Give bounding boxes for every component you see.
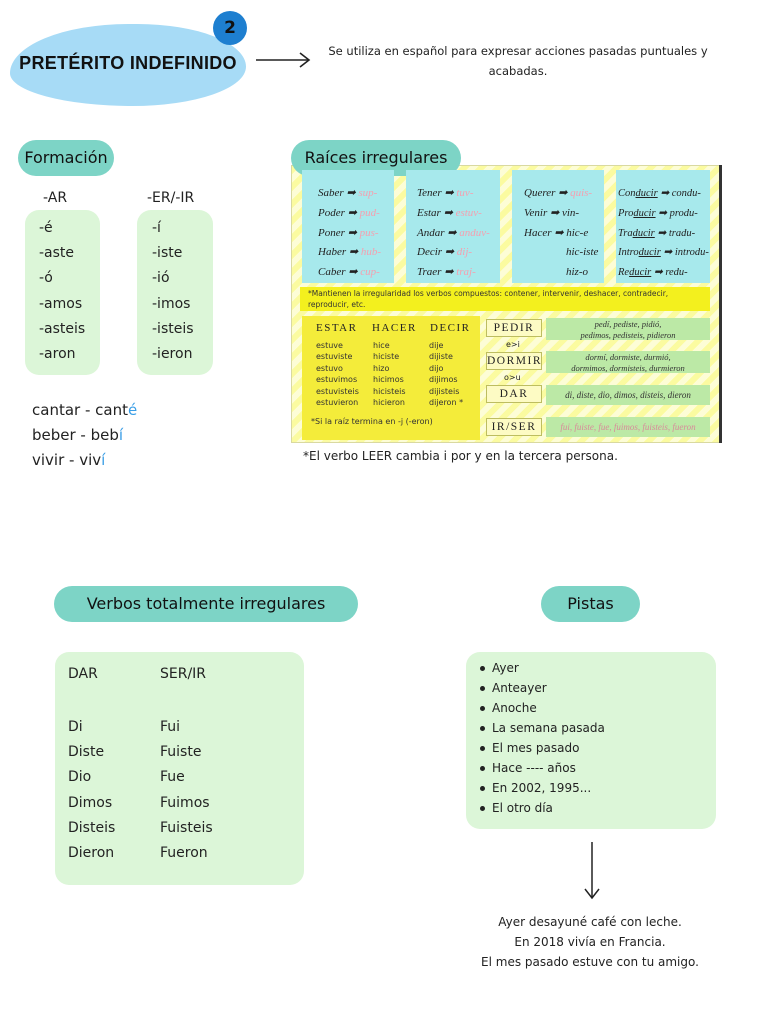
form-item: Fuisteis [160,819,213,836]
example-ending: í [118,426,124,444]
form-item: Fui [160,719,181,735]
stem-row [618,204,709,224]
stem-row [618,184,709,204]
stem: hub- [360,246,381,259]
form-item: Dio [68,769,92,786]
list-item: Hace ---- años [478,758,605,778]
arrow-icon: ➡ [444,187,454,199]
ir-ser-tag: IR/SER [486,418,542,436]
stem-row [417,224,490,244]
conj-item: dijisteis [429,386,460,396]
form-item: Fueron [160,844,208,861]
list-item: En 2002, 1995... [478,778,605,798]
verb-suffix: ducir [633,207,656,219]
stem: hic-iste [566,246,599,259]
vowel-change: e>i [506,340,520,349]
dar-tag: DAR [486,385,542,403]
arrow-icon: ➡ [447,226,457,239]
stem-group-1 [318,184,381,283]
formacion-heading: Formación [18,140,114,176]
pistas-heading: Pistas [541,586,640,622]
conj-item: dijimos [429,375,458,385]
ending-item: -í [152,220,161,236]
stem-row [417,263,490,283]
intro-text: Se utiliza en español para expresar acciones pasadas puntuales y acabadas. [328,44,708,78]
stem-row [318,204,381,224]
example-item [32,398,137,423]
ar-endings-list [39,216,85,367]
verb-prefix: Re [618,267,630,279]
form-item: Fuimos [160,794,210,811]
verb-suffix: ducir [638,247,661,259]
conj-item: estuve [316,341,343,350]
dormir-tag: DORMIR [486,352,542,370]
list-item: Ayer [478,658,605,678]
hacer-conjugation [373,340,406,408]
page-title: PRETÉRITO INDEFINIDO [19,53,237,73]
form-item: Diste [68,744,105,761]
stem-group-4 [618,184,709,283]
ending-item: -aste [39,245,75,262]
verb: Decir [417,246,443,259]
ending-item: -imos [152,295,191,312]
stem-row [524,184,598,204]
stem: estuv- [455,206,482,219]
stem: traj- [456,266,476,279]
form-item: Disteis [68,819,116,836]
ending-item: -aron [39,345,76,362]
raices-heading: Raíces irregulares [291,140,461,176]
verb: Venir [524,206,548,219]
stem: cup- [360,266,380,279]
ending-item: -é [39,220,53,236]
stem-row [618,263,709,283]
conj-item: estuvieron [316,397,359,407]
arrow-icon: ➡ [653,267,663,279]
verb-prefix: Con [618,188,636,199]
example-stem: beber - beb [32,426,119,444]
stem-row [318,263,381,283]
conj-item: dijo [429,363,444,373]
stem-row [524,263,598,283]
conj-item: hicimos [373,375,404,385]
forms-line: dormí, dormiste, durmió, [585,352,671,362]
arrow-icon: ➡ [348,246,359,259]
ending-item: -ió [152,270,170,287]
dormir-forms [546,351,710,373]
verb-suffix: ducir [635,188,658,199]
verb: Caber [318,266,346,279]
er-ir-endings-list [152,216,194,367]
conj-item: dije [429,341,444,350]
ending-item: -ieron [152,345,193,362]
arrow-icon: ➡ [444,246,455,259]
stem-row [417,184,490,204]
verb-suffix: ducir [629,267,652,279]
forms-line: pedimos, pedisteis, pidieron [580,329,676,340]
list-item: Anteayer [478,678,605,698]
list-item: La semana pasada [478,718,605,738]
vowel-change: o>u [504,373,521,382]
er-ir-column-head: -ER/-IR [147,190,195,206]
stem-group-2 [417,184,490,283]
list-item: Anoche [478,698,605,718]
example-sentence: El mes pasado estuve con tu amigo. [481,955,699,969]
stem: condu- [671,188,701,199]
arrow-icon: ➡ [348,266,358,279]
verb: Andar [417,226,445,239]
stem: hiz-o [566,266,588,279]
conj-item: estuviste [316,352,353,362]
arrow-icon: ➡ [657,227,667,239]
stem-row [618,224,709,244]
arrow-icon: ➡ [558,187,568,199]
form-item: Di [68,719,83,735]
stem: pus- [359,226,379,239]
stem: vin- [561,206,580,219]
stem-row [318,243,381,263]
forms-line: dormimos, dormisteis, durmieron [571,362,685,373]
ending-item: -iste [152,245,183,262]
estar-head: ESTAR [316,322,358,334]
ser-ir-forms-list [160,715,213,866]
stem-row [417,204,490,224]
conj-item: estuvimos [316,375,358,385]
arrow-icon: ➡ [658,207,667,219]
stem-row [524,204,598,224]
stem-row [318,224,381,244]
compound-verbs-note: *Mantienen la irregularidad los verbos compuestos: contener, intervenir, deshacer, contradecir, reproducir, etc. [300,287,710,311]
verb-prefix: Intro [618,247,639,259]
list-item: El otro día [478,798,605,818]
example-sentence: En 2018 vivía en Francia. [514,935,666,949]
conj-item: hiciste [373,352,400,362]
ser-ir-column-head: SER/IR [160,666,207,682]
estar-conjugation [316,340,359,408]
stem: tradu- [668,227,696,239]
example-ending: é [127,401,138,419]
dar-forms-list [68,715,115,866]
conj-item: hicieron [373,397,405,407]
conj-item: dijiste [429,352,453,362]
arrow-icon: ➡ [347,226,357,239]
stem: hic-e [566,226,589,239]
verbos-irregulares-heading: Verbos totalmente irregulares [54,586,358,622]
verb-prefix: Pro [618,207,634,219]
example-item [32,448,137,473]
arrow-icon: ➡ [444,266,454,279]
decir-conjugation [429,340,463,408]
example-item [32,423,137,448]
conj-item: estuvisteis [316,386,359,396]
pedir-tag: PEDIR [486,319,542,337]
example-stem: vivir - viv [32,451,102,469]
arrow-icon: ➡ [346,187,356,199]
ending-item: -ó [39,270,53,287]
stem-row [618,243,709,263]
conjugation-examples [32,398,137,473]
stem: dij- [456,246,473,259]
example-stem: cantar - cant [32,401,128,419]
arrow-icon: ➡ [347,206,357,219]
hacer-head: HACER [372,322,417,334]
arrow-icon: ➡ [443,206,453,219]
pedir-forms [546,318,710,340]
verb: Tener [417,187,442,199]
decir-head: DECIR [430,322,471,334]
arrow-down-icon [582,842,602,900]
verb: Saber [318,187,344,199]
stem: produ- [669,207,698,219]
list-item: El mes pasado [478,738,605,758]
arrow-right-icon [256,50,312,70]
j-root-note: *Si la raíz termina en -j (-eron) [311,417,433,426]
stem: anduv- [459,226,490,239]
forms-line: pedí, pediste, pidió, [594,319,662,329]
conj-item: estuvo [316,363,343,373]
table-edge [719,165,722,443]
stem-row [524,224,598,244]
ending-item: -amos [39,295,83,312]
verb: Poner [318,226,345,239]
example-ending: í [101,451,106,469]
verb: Haber [318,246,347,259]
stem-row [417,243,490,263]
stem: tuv- [456,187,474,199]
verb-suffix: ducir [632,227,655,239]
ar-column-head: -AR [43,190,68,206]
form-item: Dieron [68,844,115,861]
arrow-icon: ➡ [663,247,673,259]
stem: sup- [358,187,378,199]
conj-item: hizo [373,363,390,373]
dar-forms: di, diste, dio, dimos, disteis, dieron [546,385,710,405]
verb: Estar [417,206,441,219]
example-sentences [440,912,740,972]
verb-prefix: Tra [618,227,633,239]
arrow-icon: ➡ [554,226,564,239]
dar-column-head: DAR [68,666,98,682]
conj-item: hice [373,341,390,350]
form-item: Dimos [68,794,113,811]
stem-row [318,184,381,204]
verb: Hacer [524,226,552,239]
ir-ser-forms: fui, fuiste, fue, fuimos, fuisteis, fueron [546,417,710,437]
stem: pud- [359,206,380,219]
form-item: Fue [160,769,185,786]
stem: introdu- [674,247,709,259]
stem: quis- [570,187,593,199]
arrow-icon: ➡ [549,206,560,219]
ending-item: -asteis [39,320,86,337]
verb: Traer [417,266,442,279]
conj-item: hicisteis [373,386,406,396]
verb: Poder [318,206,345,219]
ending-item: -isteis [152,320,194,337]
leer-note: *El verbo LEER cambia i por y en la tercera persona. [303,449,618,463]
pistas-list [478,658,605,818]
example-sentence: Ayer desayuné café con leche. [498,915,682,929]
form-item: Fuiste [160,744,202,761]
stem-group-3 [524,184,598,283]
arrow-icon: ➡ [660,188,670,199]
conj-item: dijeron * [429,397,464,407]
verb: Querer [524,187,556,199]
stem-row [524,243,598,263]
stem: redu- [665,267,688,279]
page-number-badge: 2 [213,11,247,45]
